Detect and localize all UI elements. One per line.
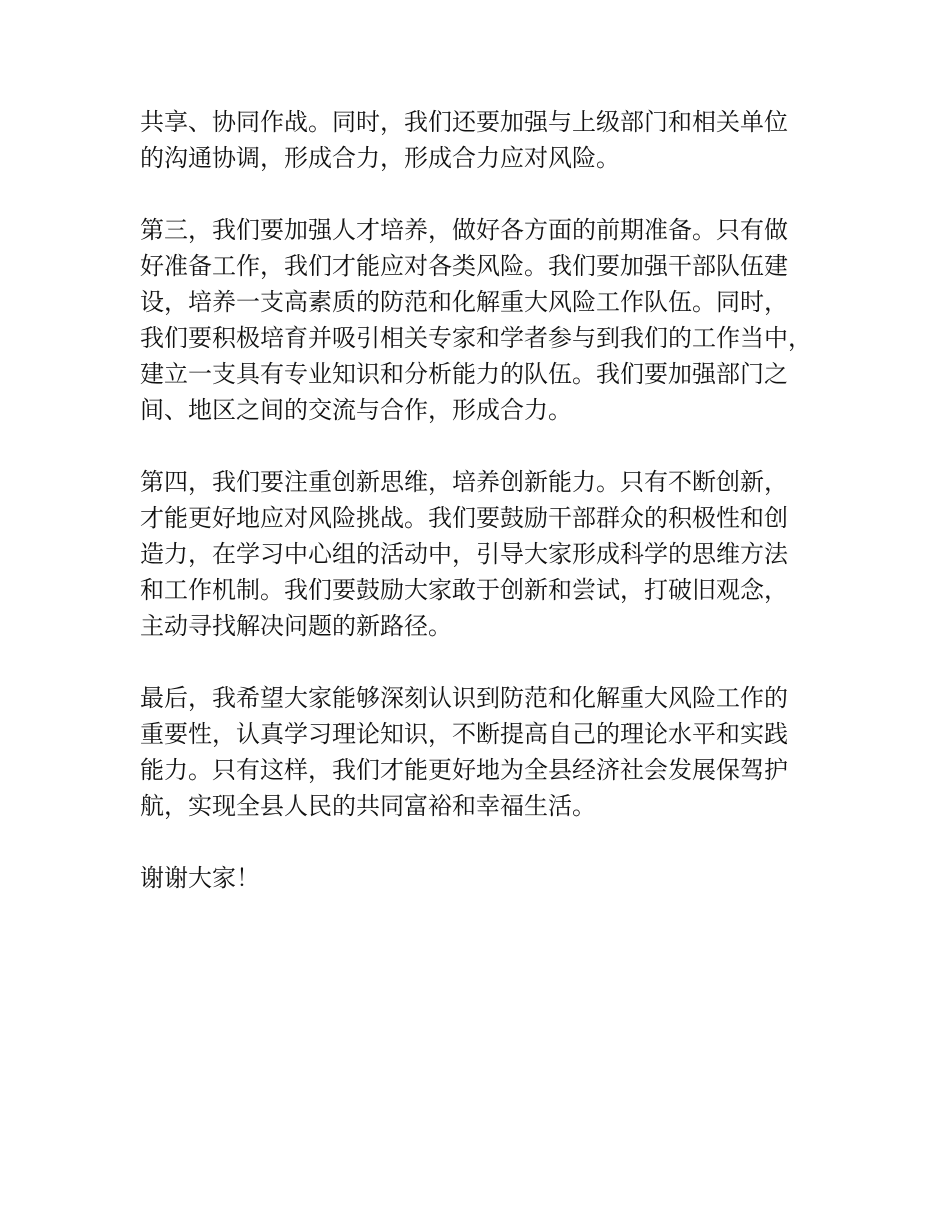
paragraph-thanks [140,860,830,896]
paragraph-third-point [140,212,830,428]
text-line: 航，实现全县人民的共同富裕和幸福生活。 [140,792,596,820]
text-line: 我们要积极培育并吸引相关专家和学者参与到我们的工作当中， [140,324,812,352]
text-line: 建立一支具有专业知识和分析能力的队伍。我们要加强部门之 [140,360,788,388]
text-line: 能力。只有这样，我们才能更好地为全县经济社会发展保驾护 [140,756,788,784]
text-line: 间、地区之间的交流与合作，形成合力。 [140,396,572,424]
text-line: 主动寻找解决问题的新路径。 [140,612,452,640]
paragraph-fourth-point [140,464,830,644]
text-line: 第四，我们要注重创新思维，培养创新能力。只有不断创新， [140,468,788,496]
text-line: 第三，我们要加强人才培养，做好各方面的前期准备。只有做 [140,216,788,244]
text-line: 设，培养一支高素质的防范和化解重大风险工作队伍。同时， [140,288,788,316]
text-line: 重要性，认真学习理论知识，不断提高自己的理论水平和实践 [140,720,788,748]
text-line: 共享、协同作战。同时，我们还要加强与上级部门和相关单位 [140,108,788,136]
text-line: 最后，我希望大家能够深刻认识到防范和化解重大风险工作的 [140,684,788,712]
text-line: 的沟通协调，形成合力，形成合力应对风险。 [140,144,620,172]
closing-remark: 谢谢大家！ [140,864,260,892]
text-line: 和工作机制。我们要鼓励大家敢于创新和尝试，打破旧观念， [140,576,788,604]
document-body [140,104,830,932]
text-line: 好准备工作，我们才能应对各类风险。我们要加强干部队伍建 [140,252,788,280]
text-line: 造力，在学习中心组的活动中，引导大家形成科学的思维方法 [140,540,788,568]
text-line: 才能更好地应对风险挑战。我们要鼓励干部群众的积极性和创 [140,504,788,532]
paragraph-conclusion [140,680,830,824]
paragraph-coordination [140,104,830,176]
